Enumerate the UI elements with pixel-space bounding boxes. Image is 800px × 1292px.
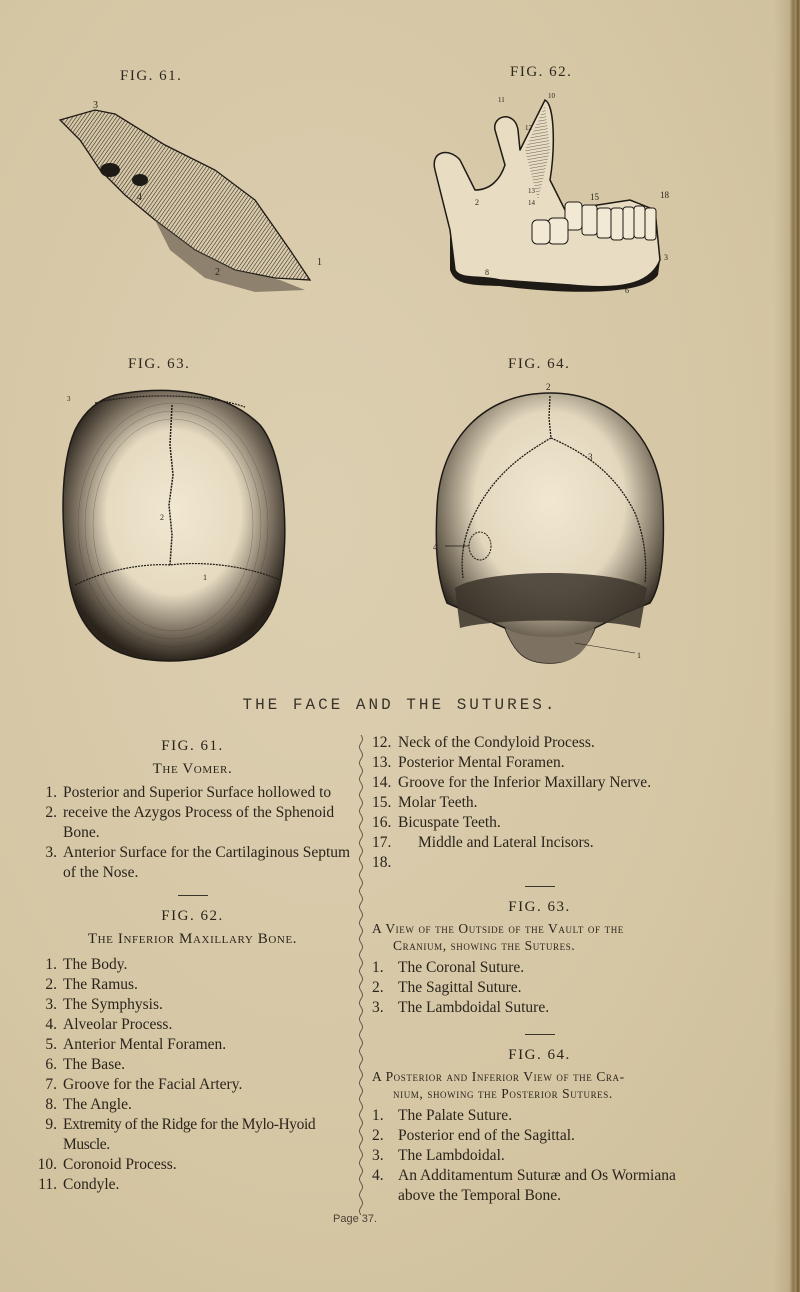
page-number: Page 37. (333, 1213, 378, 1225)
svg-text:12: 12 (525, 124, 532, 132)
legend-item (30, 843, 355, 883)
legend-item (372, 998, 707, 1018)
svg-text:7: 7 (517, 280, 521, 289)
legend-item-text: Middle and Lateral Incisors. (418, 834, 594, 851)
legend-item-text: The Angle. (63, 1096, 132, 1113)
legend-item-text: Posterior and Superior Surface hollowed to receive the Azygos Process of the Sphenoid Bone. (63, 784, 335, 841)
legend-item (372, 733, 707, 753)
fig61-label: FIG. 61. (120, 68, 183, 84)
legend-item-text: Anterior Surface for the Cartilaginous Septum of the Nose. (63, 844, 351, 881)
svg-text:4: 4 (137, 192, 142, 203)
legend-item-number: 7. (45, 1076, 57, 1093)
legend-item-text: The Sagittal Suture. (398, 979, 522, 996)
svg-text:3: 3 (67, 395, 71, 403)
legend-item-number: 5. (45, 1036, 57, 1053)
legend-item (372, 753, 707, 773)
legend-item-number: 14. (372, 774, 392, 791)
legend-item-text: Alveolar Process. (63, 1016, 173, 1033)
legend-item-number: 11. (38, 1176, 57, 1193)
legend-item-text: The Coronal Suture. (398, 959, 525, 976)
legend-item-number: 3. (372, 999, 384, 1016)
legend-item (30, 1075, 355, 1095)
legend-item (30, 783, 355, 843)
legend-item (30, 1055, 355, 1075)
fig63-label: FIG. 63. (128, 356, 191, 372)
fig63-cranial-vault-illustration (55, 385, 290, 665)
fig63-subtitle-line2: Cranium, showing the Sutures. (393, 938, 576, 953)
legend-item (372, 813, 707, 833)
svg-text:3: 3 (588, 452, 593, 462)
fig64-subtitle-line2: nium, showing the Posterior Sutures. (393, 1086, 613, 1101)
fig63-legend-heading: FIG. 63. (508, 899, 571, 915)
svg-text:1: 1 (317, 257, 322, 268)
legend-item-text: The Lambdoidal Suture. (398, 999, 550, 1016)
legend-item (372, 1126, 707, 1146)
svg-text:2: 2 (160, 513, 164, 522)
legend-item-text: Bicuspate Teeth. (398, 814, 501, 831)
legend-item-text: Condyle. (63, 1176, 120, 1193)
svg-text:14: 14 (528, 199, 535, 207)
svg-text:13: 13 (528, 187, 535, 195)
legend-item-number: 16. (372, 814, 392, 831)
legend-item-text: Extremity of the Ridge for the Mylo-Hyoid Muscle. (63, 1116, 316, 1153)
legend-item-text: Neck of the Condyloid Process. (398, 734, 595, 751)
legend-item-number: 12. (372, 734, 392, 751)
legend-item-number: 1. (45, 956, 57, 973)
svg-text:18: 18 (660, 190, 669, 200)
page-gutter-shadow (774, 0, 790, 1292)
svg-text:1: 1 (637, 651, 641, 660)
legend-item-number: 1. (372, 959, 384, 976)
legend-item-text: The Symphysis. (63, 996, 163, 1013)
fig64-cranium-posterior-illustration (425, 378, 675, 668)
svg-text:2: 2 (546, 382, 551, 392)
fig64-legend-heading: FIG. 64. (508, 1047, 571, 1063)
legend-item (372, 773, 707, 793)
fig64-legend-subtitle (372, 1068, 707, 1102)
legend-item (372, 958, 707, 978)
svg-text:15: 15 (590, 192, 599, 202)
svg-text:1: 1 (203, 573, 207, 582)
legend-right-column (372, 733, 707, 1206)
legend-item (30, 995, 355, 1015)
legend-item-number: 3. (45, 996, 57, 1013)
legend-item-text: The Lambdoidal. (398, 1147, 505, 1164)
legend-item (30, 1035, 355, 1055)
svg-text:2: 2 (475, 198, 479, 207)
legend-item (30, 1095, 355, 1115)
legend-item-text: Posterior Mental Foramen. (398, 754, 565, 771)
legend-item-number: 8. (45, 1096, 57, 1113)
fig61-vomer-illustration (55, 100, 325, 300)
legend-item-number: 4. (372, 1167, 384, 1184)
legend-item-number: 17. 18. (372, 834, 392, 871)
legend-left-column (30, 736, 355, 1195)
fig63-legend-subtitle (372, 920, 707, 954)
legend-item-number: 4. (45, 1016, 57, 1033)
legend-item (30, 975, 355, 995)
legend-item-number: 13. (372, 754, 392, 771)
legend-item-number: 3. (45, 844, 57, 861)
legend-item (30, 1175, 355, 1195)
svg-text:2: 2 (215, 267, 220, 278)
legend-item-text: The Palate Suture. (398, 1107, 513, 1124)
legend-item-number: 2. (45, 976, 57, 993)
fig62-legend-subtitle: The Inferior Maxillary Bone. (87, 931, 298, 947)
legend-item (372, 1146, 707, 1166)
legend-item-text: The Ramus. (63, 976, 138, 993)
fig61-legend-heading: FIG. 61. (161, 738, 224, 754)
legend-item-number: 10. (37, 1156, 57, 1173)
legend-item-text: Coronoid Process. (63, 1156, 177, 1173)
fig61-legend-subtitle: The Vomer. (152, 761, 233, 777)
legend-item-text: The Base. (63, 1056, 125, 1073)
fig63-subtitle-line1: A View of the Outside of the Vault of the (372, 921, 624, 936)
fig64-label: FIG. 64. (508, 356, 571, 372)
legend-item-number: 15. (372, 794, 392, 811)
fig62-legend-heading: FIG. 62. (161, 908, 224, 924)
fig62-label: FIG. 62. (510, 64, 573, 80)
legend-item (372, 1106, 707, 1126)
legend-item-text: Anterior Mental Foramen. (63, 1036, 227, 1053)
legend-item-text: Posterior end of the Sagittal. (398, 1127, 575, 1144)
legend-item-number: 1. 2. (45, 784, 57, 821)
book-binding-edge (790, 0, 800, 1292)
column-divider (357, 735, 365, 1215)
legend-item (30, 1115, 355, 1155)
legend-item (372, 978, 707, 998)
legend-item-text: Groove for the Facial Artery. (63, 1076, 243, 1093)
legend-item-text: Groove for the Inferior Maxillary Nerve. (398, 774, 652, 791)
svg-text:10: 10 (548, 92, 555, 100)
svg-text:8: 8 (485, 268, 489, 277)
section-rule (178, 895, 208, 896)
legend-item-number: 1. (372, 1107, 384, 1124)
legend-item-number: 2. (372, 979, 384, 996)
legend-item-text: The Body. (63, 956, 128, 973)
legend-item-text: Molar Teeth. (398, 794, 478, 811)
legend-item-text: An Additamentum Suturæ and Os Wormiana above the Temporal Bone. (398, 1167, 676, 1204)
fig62-mandible-illustration (420, 90, 670, 295)
section-rule (525, 1034, 555, 1035)
legend-item-number: 2. (372, 1127, 384, 1144)
legend-item (30, 955, 355, 975)
svg-text:6: 6 (625, 286, 629, 295)
legend-item (372, 1166, 707, 1206)
section-rule (525, 886, 555, 887)
legend-item (30, 1015, 355, 1035)
svg-text:4: 4 (433, 542, 438, 552)
legend-item (372, 833, 707, 873)
svg-text:3: 3 (93, 100, 98, 111)
fig64-subtitle-line1: A Posterior and Inferior View of the Cra- (372, 1069, 625, 1084)
plate-title: THE FACE AND THE SUTURES. (242, 696, 558, 714)
legend-item (372, 793, 707, 813)
legend-item (30, 1155, 355, 1175)
legend-item-number: 6. (45, 1056, 57, 1073)
legend-item-number: 9. (45, 1116, 57, 1133)
legend-item-number: 3. (372, 1147, 384, 1164)
svg-text:3: 3 (664, 253, 668, 262)
svg-text:11: 11 (498, 96, 505, 104)
